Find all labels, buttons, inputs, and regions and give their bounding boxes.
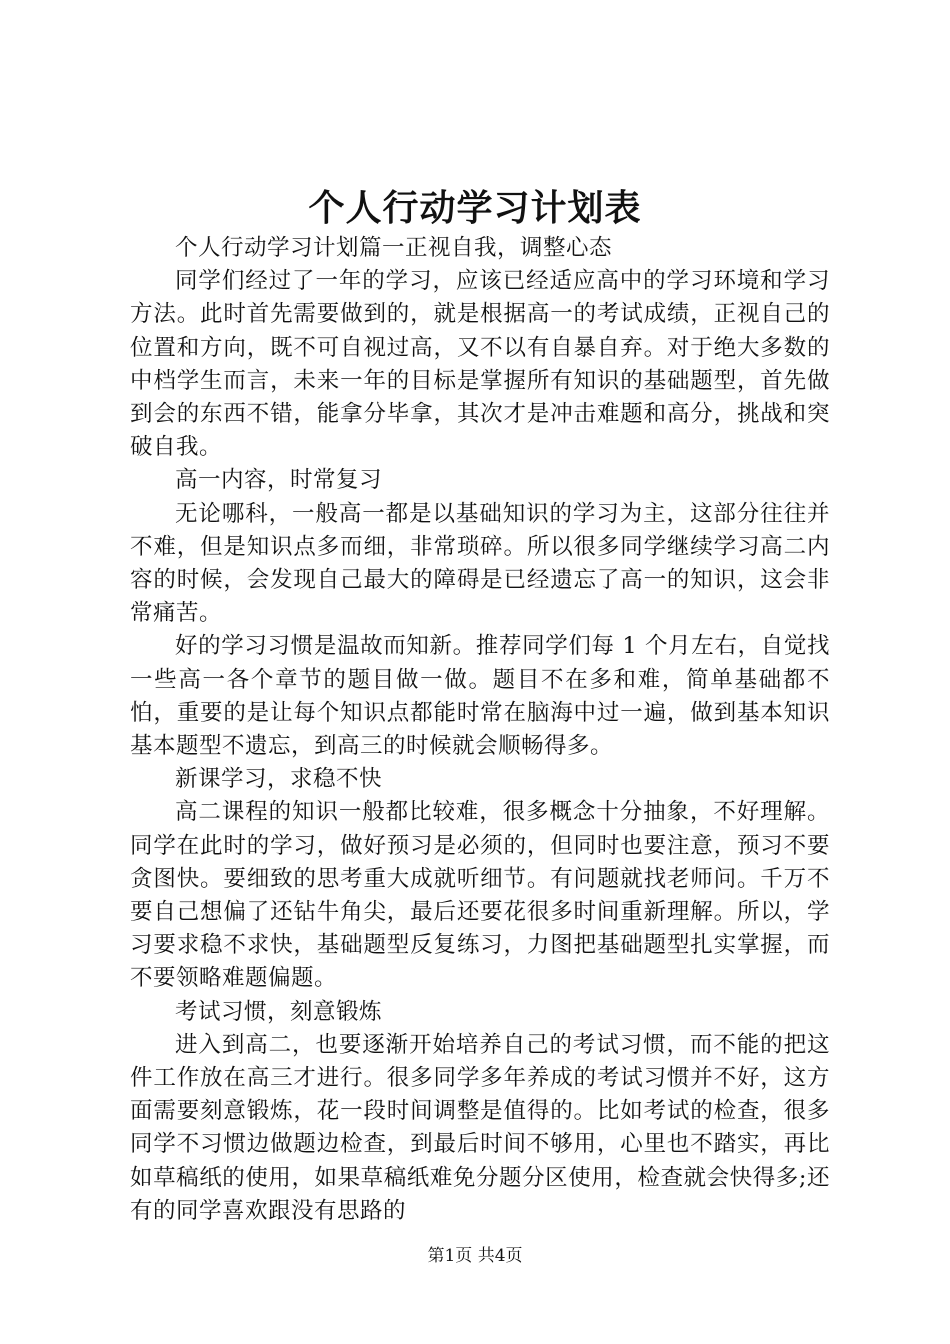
document-title: 个人行动学习计划表 bbox=[308, 187, 642, 229]
page-footer: 第1页 共4页 bbox=[427, 1246, 523, 1266]
paragraph: 进入到高二，也要逐渐开始培养自己的考试习惯，而不能的把这件工作放在高三才进行。很多同学多年养成的考试习惯并不好，这方面需要刻意锻炼，花一段时间调整是值得的。比如考试的检查，很多同学不习惯边做题边检查，到最后时间不够用，心里也不踏实，再比如草稿纸的使用，如果草稿纸难免分题分区使用，检查就会快得多;还有的同学喜欢跟没有思路的 bbox=[130, 1031, 830, 1224]
section-heading: 新课学习，求稳不快 bbox=[175, 766, 383, 793]
document-body bbox=[130, 232, 830, 1228]
paragraph: 高二课程的知识一般都比较难，很多概念十分抽象，不好理解。同学在此时的学习，做好预习是必须的，但同时也要注意，预习不要贪图快。要细致的思考重大成就听细节。有问题就找老师问。千万不要自己想偏了还钻牛角尖，最后还要花很多时间重新理解。所以，学习要求稳不求快，基础题型反复练习，力图把基础题型扎实掌握，而不要领略难题偏题。 bbox=[130, 799, 830, 992]
section-heading: 个人行动学习计划篇一正视自我，调整心态 bbox=[175, 235, 613, 261]
paragraph: 好的学习习惯是温故而知新。推荐同学们每 1 个月左右，自觉找一些高一各个章节的题目做一做。题目不在多和难，简单基础都不怕，重要的是让每个知识点都能时常在脑海中过一遍，做到基本知识基本题型不遗忘，到高三的时候就会顺畅得多。 bbox=[130, 633, 830, 760]
paragraph: 同学们经过了一年的学习，应该已经适应高中的学习环境和学习方法。此时首先需要做到的，就是根据高一的考试成绩，正视自己的位置和方向，既不可自视过高，又不以有自暴自弃。对于绝大多数的中档学生而言，未来一年的目标是掌握所有知识的基础题型，首先做到会的东西不错，能拿分毕拿，其次才是冲击难题和高分，挑战和突破自我。 bbox=[130, 268, 830, 461]
section-heading: 考试习惯，刻意锻炼 bbox=[175, 998, 383, 1025]
section-heading: 高一内容，时常复习 bbox=[175, 467, 383, 494]
paragraph: 无论哪科，一般高一都是以基础知识的学习为主，这部分往往并不难，但是知识点多而细，非常琐碎。所以很多同学继续学习高二内容的时候，会发现自己最大的障碍是已经遗忘了高一的知识，这会非常痛苦。 bbox=[130, 500, 830, 627]
